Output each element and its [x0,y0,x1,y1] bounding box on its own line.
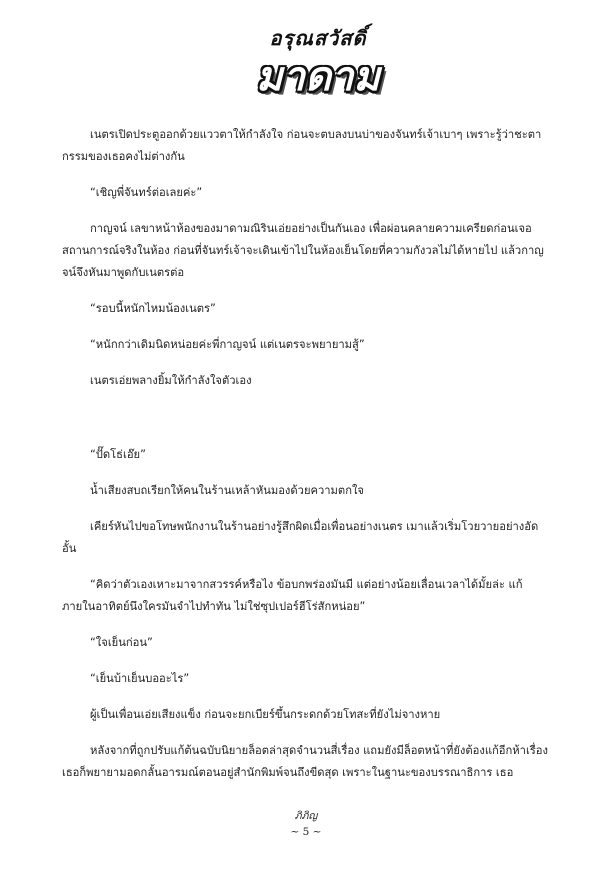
dialogue-line: “ปั๊ดโธ่เอ๊ย” [90,448,146,461]
logo-line-top: อรุณสวัสดิ์ [269,26,367,50]
dialogue-line: น้ำเสียงสบถเรียกให้คนในร้านเหล้าหันมองด้วยความตกใจ [90,484,364,497]
body-paragraph: เคียร์หันไปขอโทษพนักงานในร้านอย่างรู้สึกผิดเมื่อเพื่อนอย่างเนตร เมาแล้วเริ่มโวยวายอย่างอัดอั้น [62,520,539,555]
page-number: ~ 5 ~ [290,826,322,838]
body-paragraph: “คิดว่าตัวเองเหาะมาจากสวรรค์หรือไง ข้อบกพร่องมันมี แต่อย่างน้อยเลื่อนเวลาได้มั้ยล่ะ แก้ภายในอาทิตย์นึงใครมันจำไปทำทัน ไม่ใช่ซุปเปอร์ฮีโร่สักหน่อย” [62,578,523,613]
body-paragraph: หลังจากที่ถูกปรับแก้ต้นฉบับนิยายล็อตล่าสุดจำนวนสี่เรื่อง แถมยังมีล็อตหน้าที่ยังต้องแก้อีกห้าเรื่อง เธอก็พยายามอดกลั้นอารมณ์ตอนอยู่สำนักพิมพ์จนถึงขีดสุด เพราะในฐานะของบรรณาธิการ เธอ [62,744,548,779]
body-paragraph: กาญจน์ เลขาหน้าห้องของมาดามณิรินเอ่ยอย่างเป็นกันเอง เพื่อผ่อนคลายความเครียดก่อนเจอสถานการณ์จริงในห้อง ก่อนที่จันทร์เจ้าจะเดินเข้าไปในห้องเย็นโดยที่ความกังวลไม่ได้หายไป แล้วกาญจน์จึงหันมาพูดกับเนตรต่อ [62,222,544,279]
logo-line-main: มาดาม [256,53,380,100]
dialogue-line: เนตรเอ่ยพลางยิ้มให้กำลังใจตัวเอง [90,374,252,387]
dialogue-line: “หนักกว่าเดิมนิดหน่อยค่ะพี่กาญจน์ แต่เนตรจะพยายามสู้” [90,338,365,351]
dialogue-line: “รอบนี้หนักไหมน้องเนตร” [90,302,216,315]
body-paragraph: เนตรเปิดประตูออกด้วยแววตาให้กำลังใจ ก่อนจะตบลงบนบ่าของจันทร์เจ้าเบาๆ เพราะรู้ว่าชะตากรรมของเธอคงไม่ต่างกัน [62,128,542,163]
dialogue-line: “เชิญพี่จันทร์ต่อเลยค่ะ” [90,186,203,199]
section-break [62,406,552,444]
dialogue-line: “เย็นบ้าเย็นบออะไร” [90,672,190,685]
page-footer [0,808,612,840]
book-title-logo [240,18,396,110]
author-name: ภิภิญ [294,810,318,822]
dialogue-line: ผู้เป็นเพื่อนเอ่ยเสียงแข็ง ก่อนจะยกเบียร์ขึ้นกระดกด้วยโทสะที่ยังไม่จางหาย [90,708,441,721]
dialogue-line: “ใจเย็นก่อน” [90,636,153,649]
page-body [62,124,552,798]
